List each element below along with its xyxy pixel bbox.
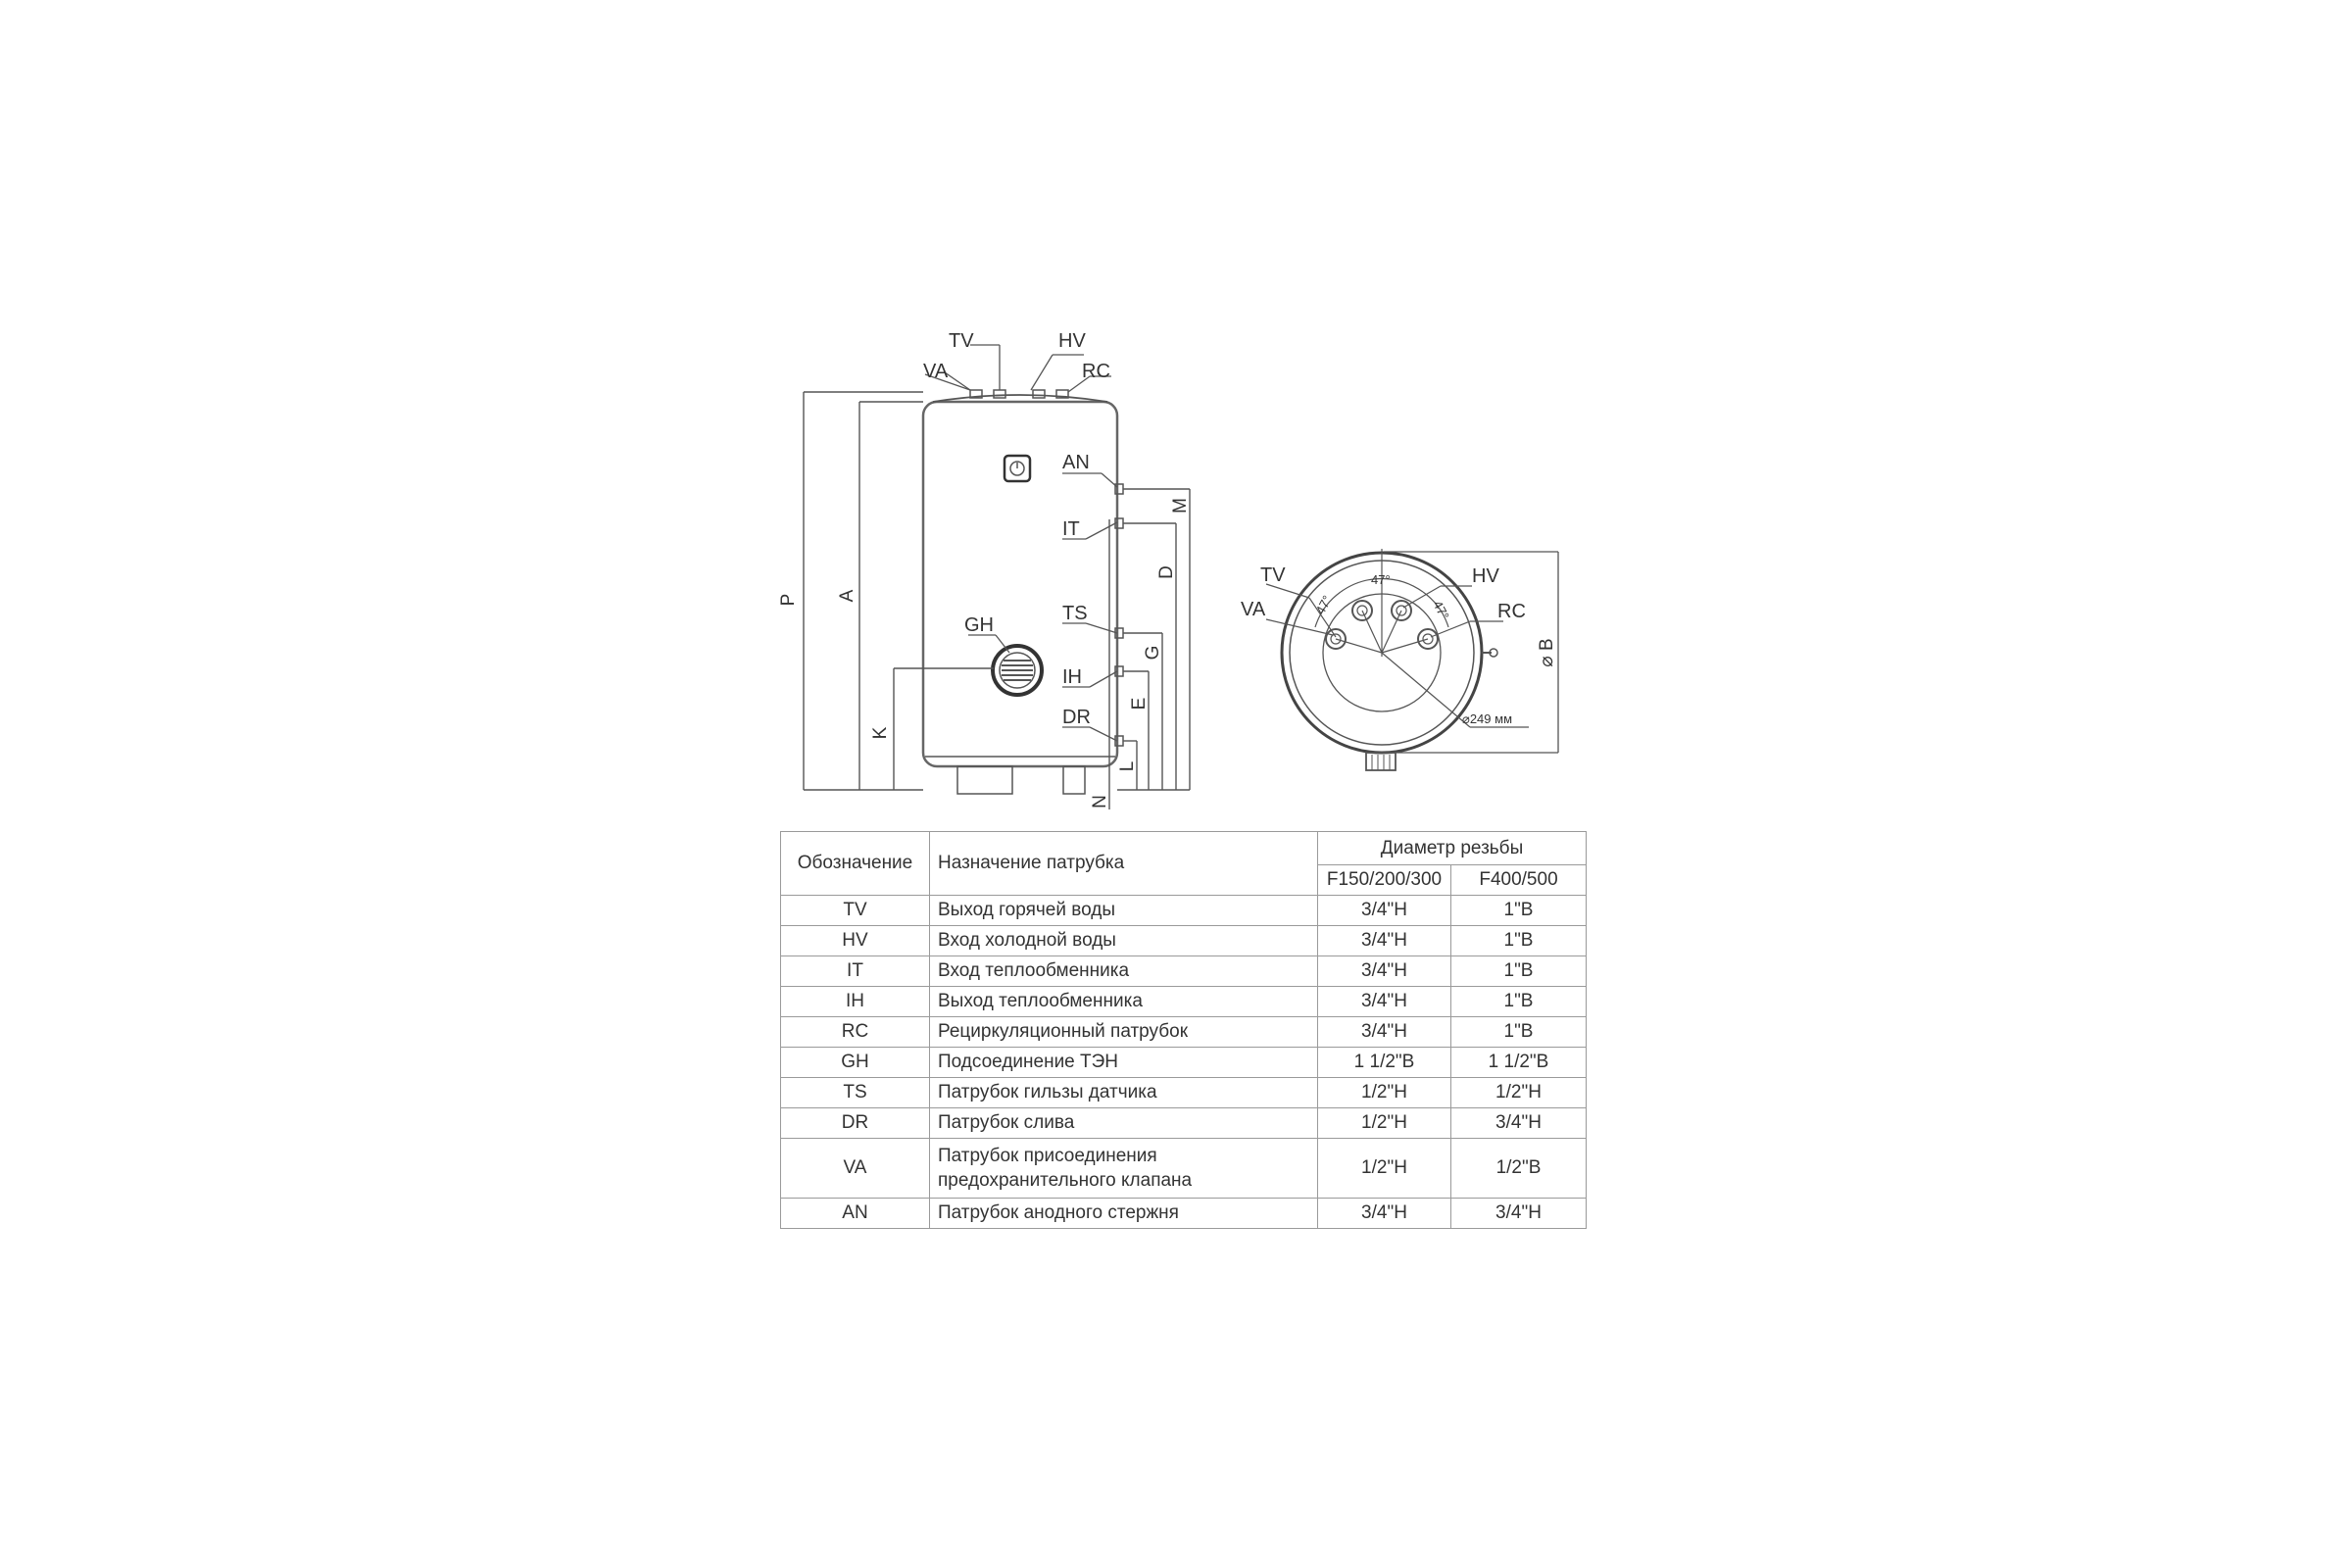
bottom-flange bbox=[1366, 753, 1396, 770]
tank-top-view bbox=[1266, 549, 1558, 770]
label-it: IT bbox=[1062, 518, 1080, 540]
row-f2: 1"В bbox=[1451, 987, 1587, 1017]
dim-g: G bbox=[1143, 645, 1163, 661]
col-purpose: Назначение патрубка bbox=[930, 832, 1318, 896]
label-va: VA bbox=[923, 361, 949, 382]
label-hv: HV bbox=[1058, 330, 1086, 352]
row-desc-line1: Патрубок присоединения bbox=[938, 1146, 1157, 1166]
row-code: AN bbox=[781, 1199, 930, 1229]
connections-table bbox=[780, 831, 1587, 1229]
leader-lines bbox=[925, 345, 1117, 741]
row-code: GH bbox=[781, 1048, 930, 1078]
row-code: HV bbox=[781, 926, 930, 956]
row-f1: 1/2"Н bbox=[1318, 1139, 1451, 1199]
table-row bbox=[781, 1199, 1587, 1229]
table-row bbox=[781, 1048, 1587, 1078]
row-code: DR bbox=[781, 1108, 930, 1139]
table-row bbox=[781, 1017, 1587, 1048]
row-code: VA bbox=[781, 1139, 930, 1199]
row-desc: Вход холодной воды bbox=[930, 926, 1318, 956]
table-row bbox=[781, 1078, 1587, 1108]
row-f1: 3/4"Н bbox=[1318, 1199, 1451, 1229]
row-f1: 3/4"Н bbox=[1318, 926, 1451, 956]
row-desc: Патрубок анодного стержня bbox=[930, 1199, 1318, 1229]
table-row bbox=[781, 926, 1587, 956]
row-desc-line2: предохранительного клапана bbox=[938, 1170, 1193, 1191]
label-ts: TS bbox=[1062, 603, 1088, 624]
topview-label-rc: RC bbox=[1497, 601, 1526, 622]
topview-label-hv: HV bbox=[1472, 565, 1499, 587]
row-f1: 1 1/2"В bbox=[1318, 1048, 1451, 1078]
label-gh: GH bbox=[964, 614, 994, 636]
inner-diameter-label: ⌀249 мм bbox=[1462, 711, 1513, 726]
row-f2: 3/4"Н bbox=[1451, 1108, 1587, 1139]
row-desc: Выход теплообменника bbox=[930, 987, 1318, 1017]
angle-right: 47° bbox=[1430, 598, 1452, 622]
label-tv: TV bbox=[949, 330, 974, 352]
row-f1: 3/4"Н bbox=[1318, 987, 1451, 1017]
row-desc: Вход теплообменника bbox=[930, 956, 1318, 987]
label-dr: DR bbox=[1062, 707, 1091, 728]
row-desc: Патрубок гильзы датчика bbox=[930, 1078, 1318, 1108]
label-ih: IH bbox=[1062, 666, 1082, 688]
row-desc bbox=[930, 1139, 1318, 1199]
row-f2: 1"В bbox=[1451, 896, 1587, 926]
label-rc: RC bbox=[1082, 361, 1110, 382]
dim-d: D bbox=[1156, 565, 1177, 579]
row-f2: 1 1/2"В bbox=[1451, 1048, 1587, 1078]
col-designation: Обозначение bbox=[781, 832, 930, 896]
table-row bbox=[781, 987, 1587, 1017]
dim-a: A bbox=[837, 589, 858, 603]
table-row bbox=[781, 1108, 1587, 1139]
dim-m: M bbox=[1170, 498, 1191, 514]
table-row bbox=[781, 956, 1587, 987]
table-row bbox=[781, 1139, 1587, 1199]
angle-left: 47° bbox=[1312, 592, 1335, 617]
col-f400: F400/500 bbox=[1451, 865, 1587, 896]
row-desc: Выход горячей воды bbox=[930, 896, 1318, 926]
row-f2: 1/2"Н bbox=[1451, 1078, 1587, 1108]
dim-b: ⌀ B bbox=[1537, 638, 1557, 667]
tank-foot bbox=[957, 766, 1012, 794]
row-code: RC bbox=[781, 1017, 930, 1048]
topview-label-tv: TV bbox=[1260, 564, 1286, 586]
tank-foot bbox=[1063, 766, 1085, 794]
row-f1: 1/2"Н bbox=[1318, 1108, 1451, 1139]
table-row bbox=[781, 896, 1587, 926]
row-f1: 1/2"Н bbox=[1318, 1078, 1451, 1108]
row-desc: Патрубок слива bbox=[930, 1108, 1318, 1139]
topview-label-va: VA bbox=[1241, 599, 1266, 620]
dim-n: N bbox=[1090, 795, 1110, 808]
row-f2: 1"В bbox=[1451, 956, 1587, 987]
row-f2: 1"В bbox=[1451, 1017, 1587, 1048]
row-f1: 3/4"Н bbox=[1318, 956, 1451, 987]
row-f1: 3/4"Н bbox=[1318, 1017, 1451, 1048]
dim-l: L bbox=[1117, 760, 1138, 772]
row-desc: Подсоединение ТЭН bbox=[930, 1048, 1318, 1078]
row-code: TV bbox=[781, 896, 930, 926]
dim-k: K bbox=[870, 726, 891, 740]
row-code: IT bbox=[781, 956, 930, 987]
row-f2: 3/4"Н bbox=[1451, 1199, 1587, 1229]
row-f1: 3/4"Н bbox=[1318, 896, 1451, 926]
row-code: IH bbox=[781, 987, 930, 1017]
label-an: AN bbox=[1062, 452, 1090, 473]
dim-e: E bbox=[1129, 697, 1150, 710]
col-thread: Диаметр резьбы bbox=[1318, 832, 1587, 865]
tank-side-view bbox=[923, 390, 1123, 794]
row-desc: Рециркуляционный патрубок bbox=[930, 1017, 1318, 1048]
row-f2: 1/2"В bbox=[1451, 1139, 1587, 1199]
col-f150: F150/200/300 bbox=[1318, 865, 1451, 896]
dim-p: P bbox=[778, 593, 799, 607]
dimension-lines bbox=[804, 392, 1190, 809]
row-code: TS bbox=[781, 1078, 930, 1108]
angle-top: 47° bbox=[1371, 572, 1391, 587]
row-f2: 1"В bbox=[1451, 926, 1587, 956]
heating-flange bbox=[993, 646, 1042, 695]
